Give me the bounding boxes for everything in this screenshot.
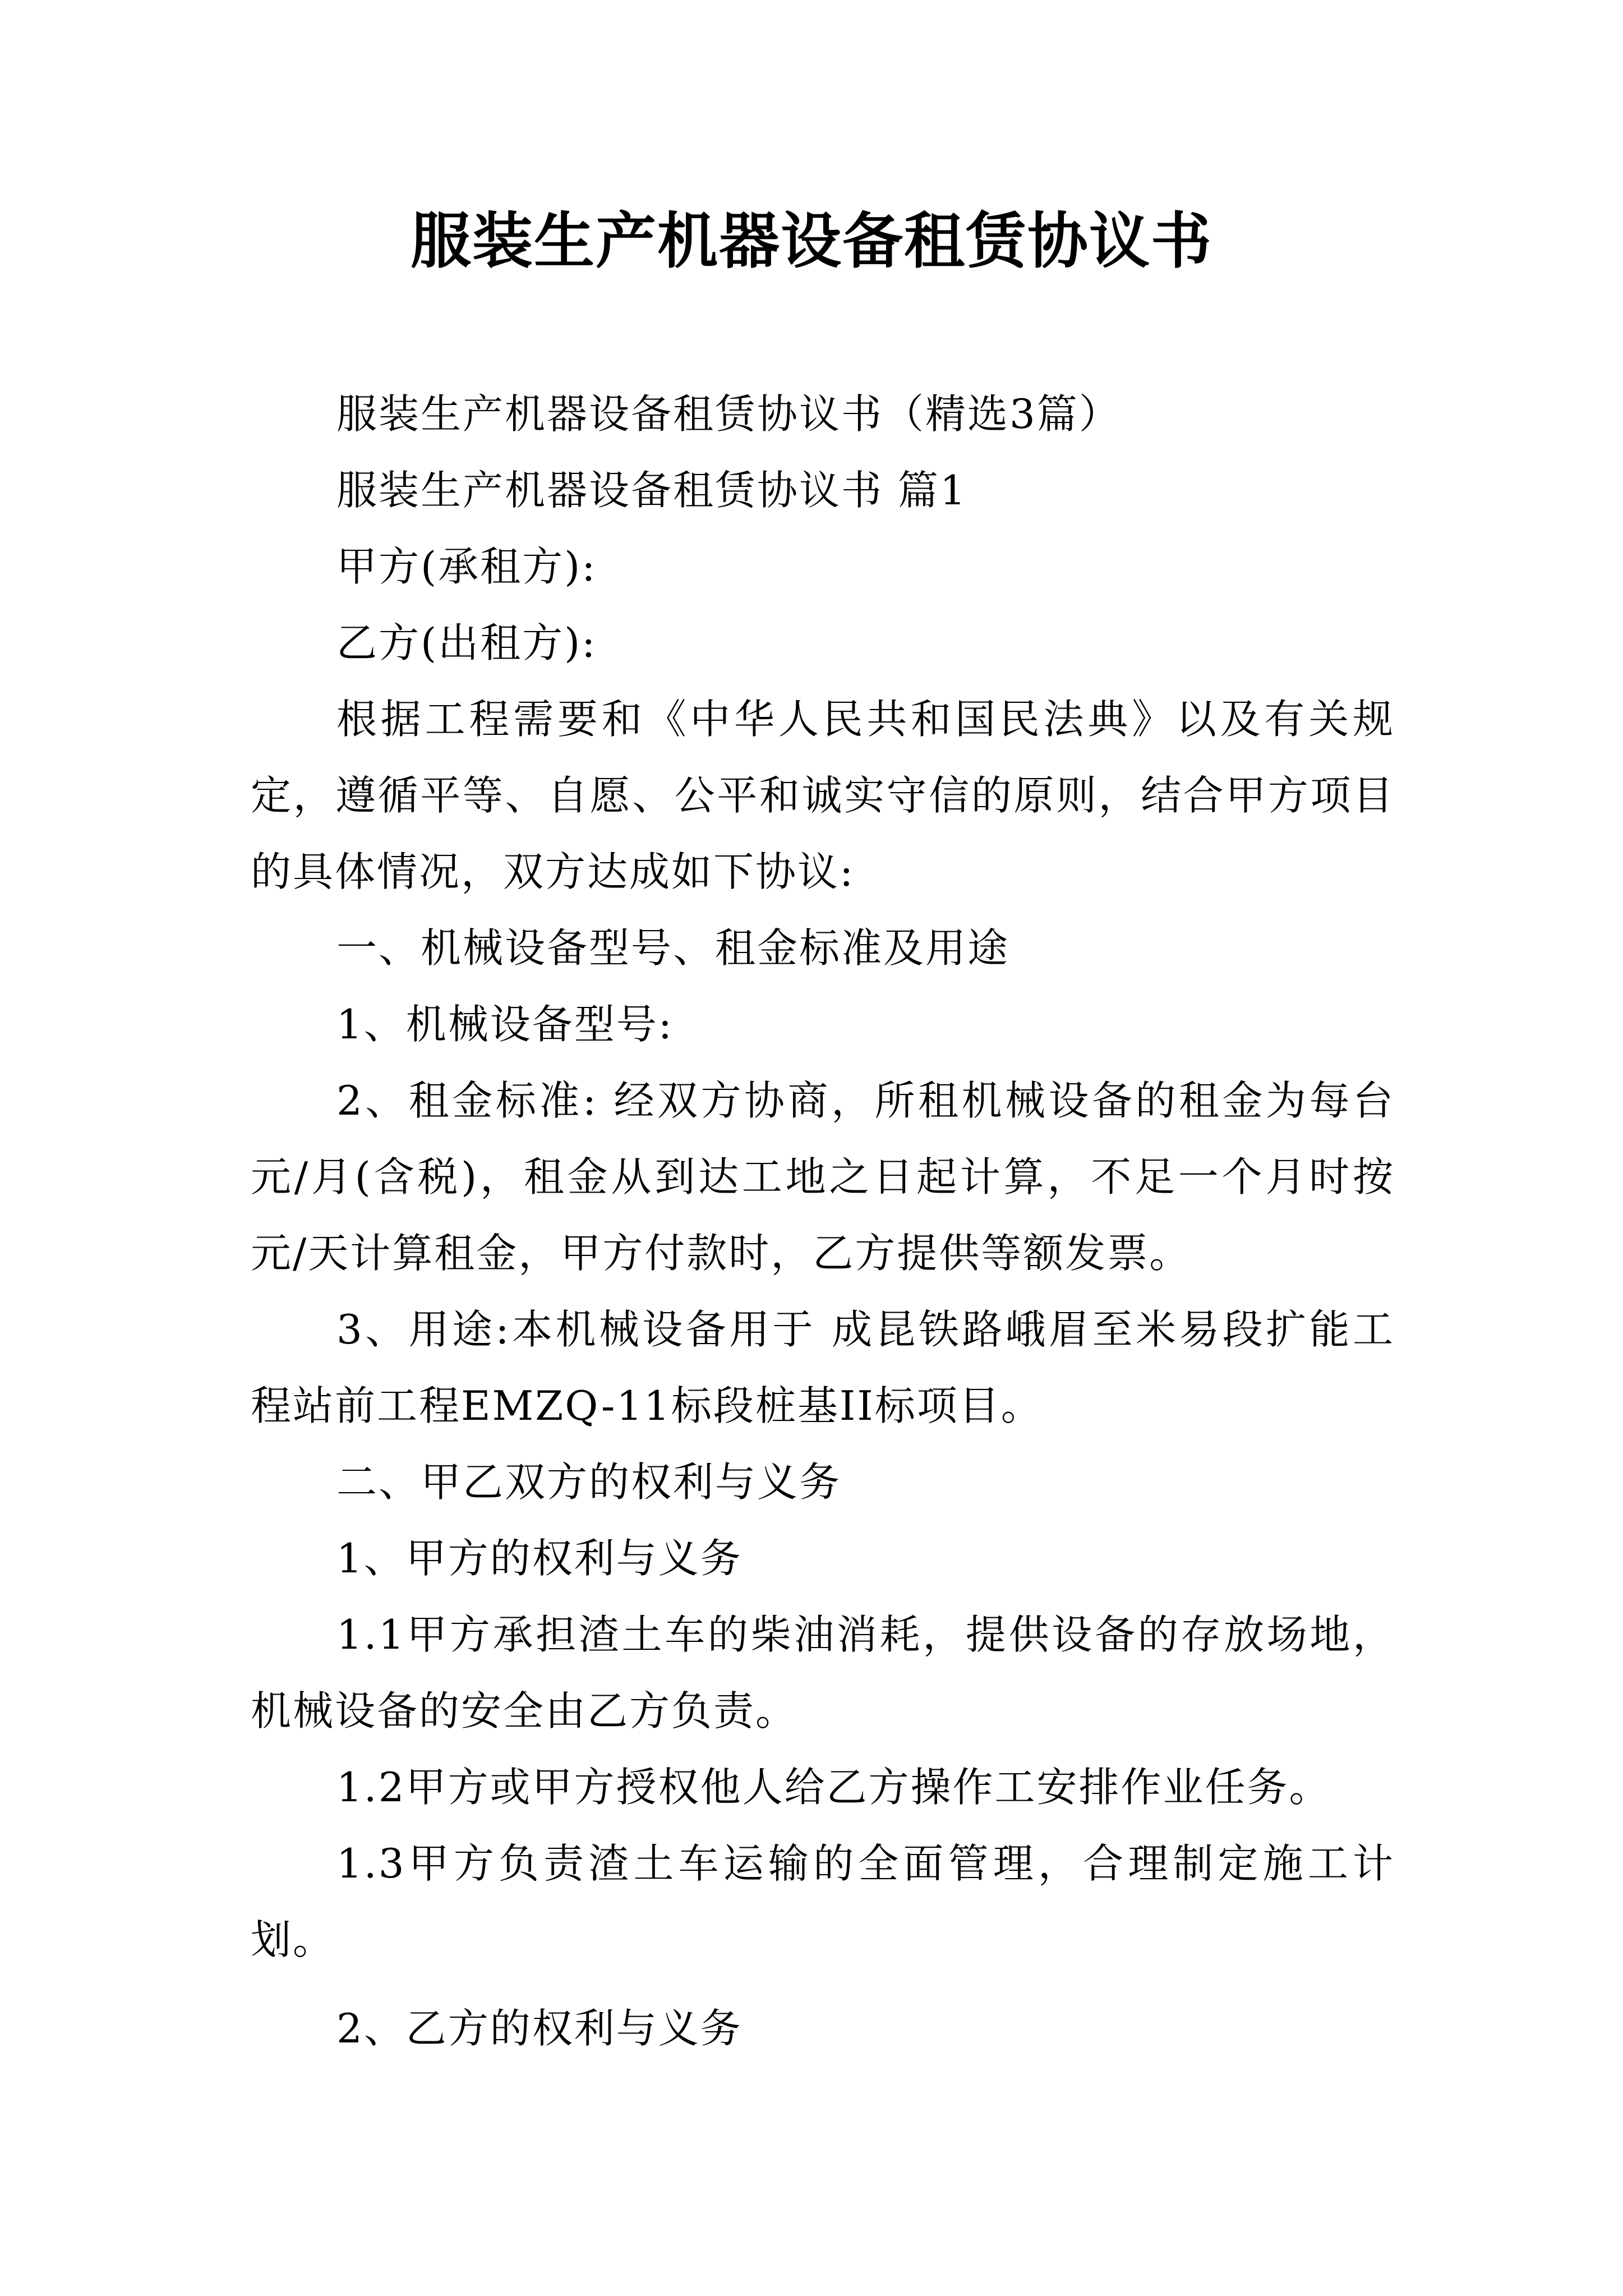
- paragraph-subtitle: 服装生产机器设备租赁协议书（精选3篇）: [336, 390, 1121, 438]
- paragraph-clause-2-1: 1、甲方的权利与义务: [336, 1535, 743, 1582]
- paragraph-party-a: 甲方(承租方):: [336, 543, 597, 590]
- paragraph-clause-2-1-2: 1.2甲方或甲方授权他人给乙方操作工安排作业任务。: [336, 1764, 1331, 1811]
- paragraph-clause-1-2: 2、租金标准: 经双方协商，所租机械设备的租金为每台 元/月(含税)，租金从到达工地之日起计算，不足一个月时按 元/天计算租金，甲方付款时，乙方提供等额发票。: [251, 1077, 1395, 1277]
- document-body: [251, 376, 1395, 2067]
- paragraph-section-heading: 服装生产机器设备租赁协议书 篇1: [336, 467, 967, 514]
- document-title: 服装生产机器设备租赁协议书: [410, 206, 1212, 277]
- paragraph-clause-2-heading: 二、甲乙双方的权利与义务: [336, 1458, 842, 1506]
- paragraph-clause-2-1-3: 1.3甲方负责渣土车运输的全面管理，合理制定施工计划。: [251, 1840, 1395, 1963]
- paragraph-clause-1-3: 3、用途:本机械设备用于 成昆铁路峨眉至米易段扩能工程站前工程EMZQ-11标段桩基II标项目。: [251, 1306, 1395, 1429]
- paragraph-preamble: 根据工程需要和《中华人民共和国民法典》以及有关规定，遵循平等、自愿、公平和诚实守信的原则，结合甲方项目的具体情况，双方达成如下协议:: [251, 696, 1395, 895]
- paragraph-clause-2-1-1: 1.1甲方承担渣土车的柴油消耗，提供设备的存放场地，机械设备的安全由乙方负责。: [251, 1611, 1395, 1734]
- paragraph-clause-2-2: 2、乙方的权利与义务: [336, 2005, 743, 2052]
- paragraph-clause-1-1: 1、机械设备型号:: [336, 1001, 674, 1048]
- paragraph-party-b: 乙方(出租方):: [336, 619, 597, 666]
- paragraph-clause-1-heading: 一、机械设备型号、租金标准及用途: [336, 924, 1010, 972]
